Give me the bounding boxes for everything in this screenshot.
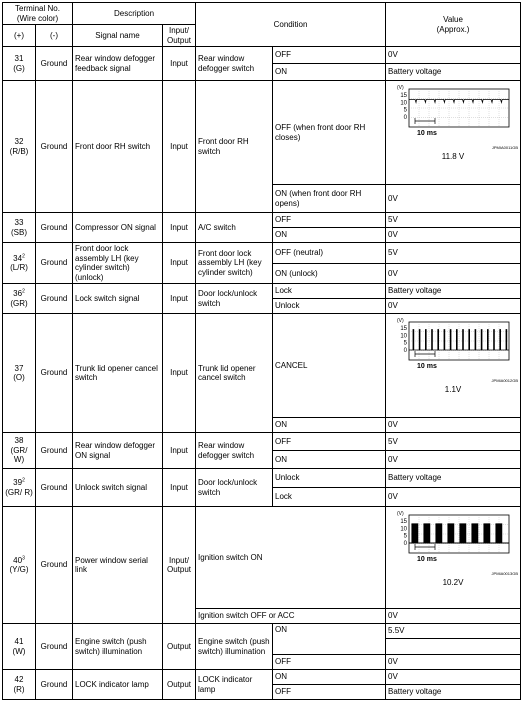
condition-sub: Lock [273, 488, 386, 507]
waveform-svg [393, 316, 513, 374]
waveform-graph [393, 83, 513, 144]
waveform-tick-label: 5 [403, 107, 408, 114]
condition-sub: OFF [273, 655, 386, 670]
value-cell: 5V [386, 213, 521, 228]
value-cell: 0V [386, 228, 521, 243]
value-cell: 5V [386, 433, 521, 451]
condition-main: Door lock/unlock switch [196, 284, 273, 314]
value-cell [386, 507, 521, 609]
signal-name: Front door lock assembly LH (key cylinder switch) (unlock) [73, 243, 163, 284]
plus-header: (+) [3, 25, 36, 47]
io-cell: Input [163, 469, 196, 507]
signal-name: Compressor ON signal [73, 213, 163, 243]
ground-cell: Ground [36, 433, 73, 469]
table-row [3, 81, 521, 185]
time-scale-label: 10 ms [417, 363, 437, 370]
waveform-tick-label: 0 [403, 115, 408, 121]
terminal-header: Terminal No. (Wire color) [3, 3, 73, 25]
terminal-number: $39^2$ (GR/ R) [3, 469, 36, 507]
value-cell [386, 314, 521, 418]
condition-sub: OFF (neutral) [273, 243, 386, 264]
waveform-value: 11.8 V [441, 151, 465, 161]
value-cell: Battery voltage [386, 284, 521, 299]
time-scale-label: 10 ms [417, 130, 437, 137]
value-cell: 0V [386, 451, 521, 469]
waveform-tick-label: 10 [400, 333, 408, 340]
table-row [3, 243, 521, 264]
condition-sub: OFF [273, 213, 386, 228]
waveform-tick-label: 5 [403, 340, 408, 347]
condition-sub: ON [273, 451, 386, 469]
terminal-number: 37 (O) [3, 314, 36, 433]
io-cell: Output [163, 624, 196, 670]
signal-name: Rear window defogger ON signal [73, 433, 163, 469]
ground-cell: Ground [36, 670, 73, 700]
condition-sub: ON (when front door RH opens) [273, 185, 386, 213]
io-cell: Input [163, 284, 196, 314]
signal-name-header: Signal name [73, 25, 163, 47]
condition-main: Engine switch (push switch) illumination [196, 624, 273, 670]
io-cell: Input [163, 81, 196, 213]
condition-main: LOCK indicator lamp [196, 670, 273, 700]
figure-ref: JPMIA0013GB [491, 570, 519, 576]
waveform-tick-label: 15 [400, 519, 408, 525]
condition-header: Condition [196, 3, 386, 47]
signal-name: Trunk lid opener cancel switch [73, 314, 163, 433]
value-cell: 0V [386, 655, 521, 670]
signal-name: Engine switch (push switch) illumination [73, 624, 163, 670]
figure-ref: JPMIA0012GB [491, 377, 519, 383]
terminal-number: 38 (GR/ W) [3, 433, 36, 469]
io-cell: Input [163, 433, 196, 469]
condition-sub: OFF [273, 47, 386, 64]
condition-sub: Ignition switch OFF or ACC [196, 609, 386, 624]
waveform-svg [393, 509, 513, 567]
terminal-number: 33 (SB) [3, 213, 36, 243]
time-scale-label: 10 ms [417, 556, 437, 563]
terminal-number: 31 (G) [3, 47, 36, 81]
waveform-value: 10.2V [442, 577, 464, 587]
value-cell: Battery voltage [386, 685, 521, 700]
terminal-number: 42 (R) [3, 670, 36, 700]
signal-name: Unlock switch signal [73, 469, 163, 507]
io-cell: Output [163, 670, 196, 700]
io-cell: Input [163, 47, 196, 81]
value-cell: 0V [386, 299, 521, 314]
waveform-tick-label: 0 [403, 541, 408, 547]
value-cell: 0V [386, 609, 521, 624]
condition-main: Trunk lid opener cancel switch [196, 314, 273, 433]
waveform-tick-label: 0 [403, 348, 408, 354]
waveform-svg [393, 83, 513, 141]
io-cell: Input [163, 314, 196, 433]
table-row [3, 284, 521, 299]
condition-main: Rear window defogger switch [196, 433, 273, 469]
terminal-number: 41 (W) [3, 624, 36, 670]
condition-sub: Ignition switch ON [196, 507, 386, 609]
condition-sub: ON (unlock) [273, 263, 386, 284]
condition-sub: Unlock [273, 299, 386, 314]
figure-ref: JPMIA0011GB [491, 144, 519, 150]
value-cell: 5V [386, 243, 521, 264]
ground-cell: Ground [36, 284, 73, 314]
waveform-tick-label: 10 [400, 526, 408, 533]
value-cell: 0V [386, 263, 521, 284]
value-cell: Battery voltage [386, 469, 521, 488]
signal-name: Front door RH switch [73, 81, 163, 213]
table-row [3, 670, 521, 685]
condition-main: Front door RH switch [196, 81, 273, 213]
ground-cell: Ground [36, 314, 73, 433]
value-cell: 0V [386, 418, 521, 433]
ground-cell: Ground [36, 81, 73, 213]
ground-cell: Ground [36, 243, 73, 284]
io-cell: Input/ Output [163, 507, 196, 624]
value-cell: 0V [386, 670, 521, 685]
io-cell: Input [163, 243, 196, 284]
condition-sub: ON [273, 418, 386, 433]
signal-name: LOCK indicator lamp [73, 670, 163, 700]
table-row [3, 314, 521, 418]
waveform-graph [393, 509, 513, 570]
value-cell [386, 81, 521, 185]
condition-sub: OFF [273, 685, 386, 700]
table-row [3, 469, 521, 488]
value-cell: 0V [386, 47, 521, 64]
ground-cell: Ground [36, 469, 73, 507]
condition-sub: ON [273, 624, 386, 655]
ground-cell: Ground [36, 507, 73, 624]
condition-sub: OFF (when front door RH closes) [273, 81, 386, 185]
table-row [3, 213, 521, 228]
waveform-value: 1.1V [444, 384, 462, 394]
condition-main: Door lock/unlock switch [196, 469, 273, 507]
io-cell: Input [163, 213, 196, 243]
value-cell: 0V [386, 488, 521, 507]
value-cell: 5.5V [386, 624, 521, 639]
table-row [3, 624, 521, 639]
condition-sub: ON [273, 64, 386, 81]
waveform-graph [393, 316, 513, 377]
value-cell [386, 639, 521, 655]
terminal-number: $40^3$ (Y/G) [3, 507, 36, 624]
minus-header: (-) [36, 25, 73, 47]
waveform-tick-label: 15 [400, 326, 408, 332]
description-header: Description [73, 3, 196, 25]
condition-main: Rear window defogger switch [196, 47, 273, 81]
condition-main: Front door lock assembly LH (key cylinder switch) [196, 243, 273, 284]
signal-name: Rear window defogger feedback signal [73, 47, 163, 81]
terminal-table [2, 2, 521, 700]
condition-sub: CANCEL [273, 314, 386, 418]
condition-sub: Lock [273, 284, 386, 299]
table-row [3, 47, 521, 64]
terminal-number: $36^2$ (GR) [3, 284, 36, 314]
waveform-unit-label: (V) [397, 511, 404, 517]
value-cell: Battery voltage [386, 64, 521, 81]
input-output-header: Input/ Output [163, 25, 196, 47]
condition-sub: ON [273, 670, 386, 685]
table-row [3, 433, 521, 451]
waveform-unit-label: (V) [397, 318, 404, 324]
waveform-tick-label: 10 [400, 100, 408, 107]
condition-sub: OFF [273, 433, 386, 451]
ground-cell: Ground [36, 47, 73, 81]
ground-cell: Ground [36, 624, 73, 670]
signal-name: Power window serial link [73, 507, 163, 624]
condition-sub: ON [273, 228, 386, 243]
terminal-number: 32 (R/B) [3, 81, 36, 213]
signal-name: Lock switch signal [73, 284, 163, 314]
value-header: Value (Approx.) [386, 3, 521, 47]
waveform-tick-label: 5 [403, 533, 408, 540]
terminal-number: $34^2$ (L/R) [3, 243, 36, 284]
value-cell: 0V [386, 185, 521, 213]
ground-cell: Ground [36, 213, 73, 243]
waveform-tick-label: 15 [400, 93, 408, 99]
condition-sub: Unlock [273, 469, 386, 488]
table-row [3, 507, 521, 609]
waveform-unit-label: (V) [397, 85, 404, 91]
condition-main: A/C switch [196, 213, 273, 243]
